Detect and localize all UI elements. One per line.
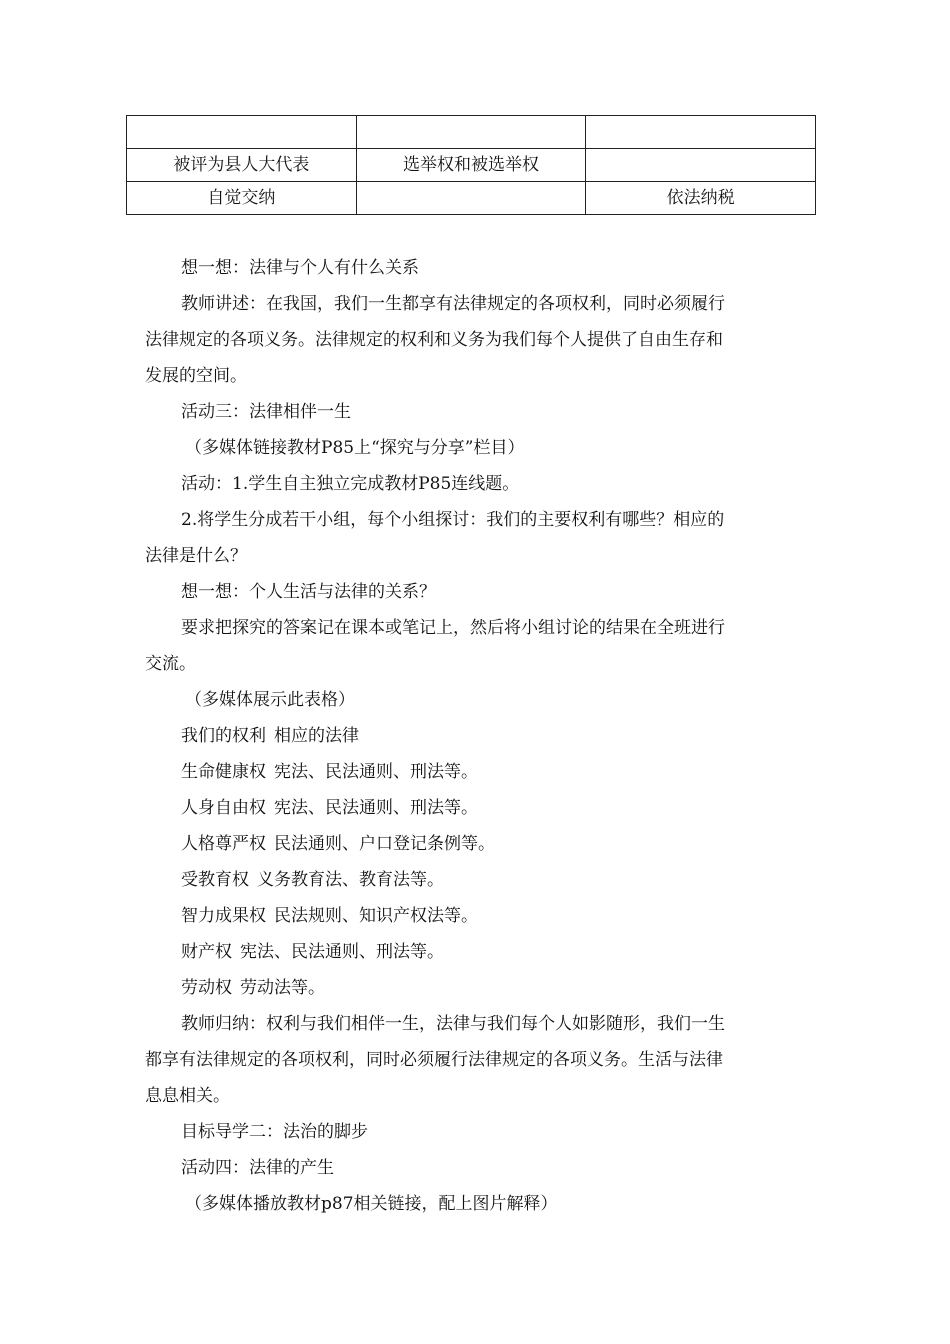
right-name: 财产权 — [181, 942, 232, 962]
law-name: 宪法、民法通则、刑法等。 — [240, 942, 444, 962]
table-cell: 选举权和被选举权 — [356, 149, 586, 182]
media-note-2: （多媒体展示此表格） — [185, 690, 355, 710]
right-name: 我们的权利 — [181, 726, 266, 746]
law-name: 民法通则、户口登记条例等。 — [274, 834, 495, 854]
rights-list-item — [145, 862, 800, 898]
lesson-content — [145, 250, 800, 1222]
table-cell — [586, 149, 816, 182]
activity-4-heading: 活动四：法律的产生 — [181, 1158, 334, 1178]
activity-step-2-line: 法律是什么？ — [145, 546, 247, 566]
activity-step-2-line: 2.将学生分成若干小组，每个小组探讨：我们的主要权利有哪些？相应的 — [181, 510, 725, 530]
requirement-line: 交流。 — [145, 654, 196, 674]
rights-list-item — [145, 970, 800, 1006]
law-name: 劳动法等。 — [240, 978, 325, 998]
media-note-3: （多媒体播放教材p87相关链接，配上图片解释） — [185, 1194, 558, 1214]
table-cell — [356, 182, 586, 215]
right-name: 受教育权 — [181, 870, 249, 890]
rights-list-item — [145, 934, 800, 970]
table-cell — [586, 116, 816, 149]
law-name: 宪法、民法通则、刑法等。 — [274, 762, 478, 782]
table-cell — [356, 116, 586, 149]
law-name: 民法规则、知识产权法等。 — [274, 906, 478, 926]
table-cell: 被评为县人大代表 — [127, 149, 357, 182]
table-row — [127, 149, 816, 182]
teacher-summary-line: 教师归纳：权利与我们相伴一生，法律与我们每个人如影随形，我们一生 — [181, 1014, 725, 1034]
teacher-talk-line: 法律规定的各项义务。法律规定的权利和义务为我们每个人提供了自由生存和 — [145, 330, 723, 350]
teacher-talk-line: 教师讲述：在我国，我们一生都享有法律规定的各项权利，同时必须履行 — [181, 294, 725, 314]
rights-duties-table — [126, 115, 816, 215]
teacher-summary-line: 息息相关。 — [145, 1086, 230, 1106]
right-name: 劳动权 — [181, 978, 232, 998]
teacher-talk-line: 发展的空间。 — [145, 366, 247, 386]
table-row — [127, 116, 816, 149]
right-name: 生命健康权 — [181, 762, 266, 782]
activity-step-1: 活动：1.学生自主独立完成教材P85连线题。 — [181, 474, 520, 494]
law-name: 相应的法律 — [274, 726, 359, 746]
law-name: 义务教育法、教育法等。 — [257, 870, 444, 890]
table-cell: 依法纳税 — [586, 182, 816, 215]
right-name: 人格尊严权 — [181, 834, 266, 854]
rights-list-item — [145, 718, 800, 754]
rights-list-item — [145, 898, 800, 934]
think-question-2: 想一想：个人生活与法律的关系？ — [181, 582, 436, 602]
requirement-line: 要求把探究的答案记在课本或笔记上，然后将小组讨论的结果在全班进行 — [181, 618, 725, 638]
teacher-summary-line: 都享有法律规定的各项权利，同时必须履行法律规定的各项义务。生活与法律 — [145, 1050, 723, 1070]
activity-3-heading: 活动三：法律相伴一生 — [181, 402, 351, 422]
rights-list-item — [145, 826, 800, 862]
table-cell: 自觉交纳 — [127, 182, 357, 215]
rights-list-item — [145, 790, 800, 826]
right-name: 智力成果权 — [181, 906, 266, 926]
rights-list-item — [145, 754, 800, 790]
table-cell — [127, 116, 357, 149]
think-question-1: 想一想：法律与个人有什么关系 — [181, 258, 419, 278]
law-name: 宪法、民法通则、刑法等。 — [274, 798, 478, 818]
table-row — [127, 182, 816, 215]
right-name: 人身自由权 — [181, 798, 266, 818]
goal-2-heading: 目标导学二：法治的脚步 — [181, 1122, 368, 1142]
media-note-1: （多媒体链接教材P85上“探究与分享”栏目） — [185, 438, 525, 458]
